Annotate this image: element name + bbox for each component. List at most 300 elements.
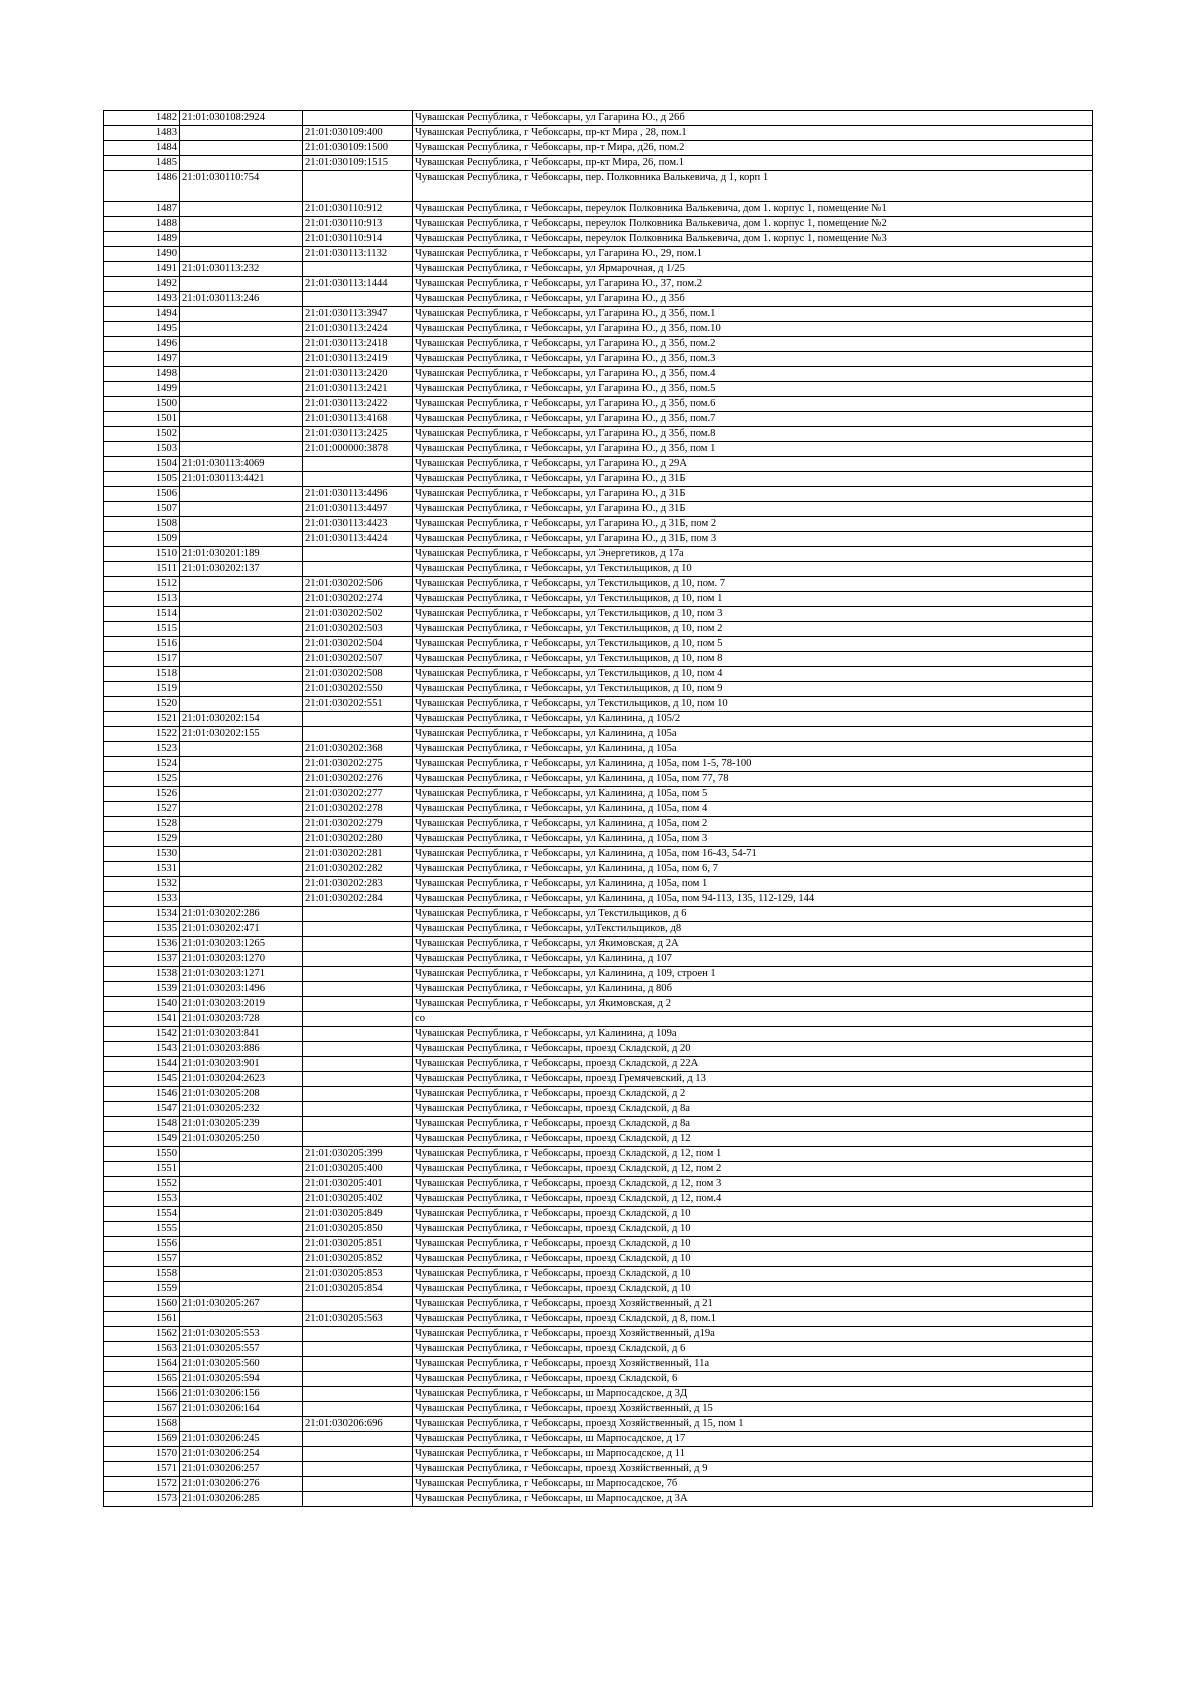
cell-row-number: 1500: [104, 397, 180, 412]
table-row: [104, 1072, 1093, 1087]
cell-land-cadastral-number: 21:01:030206:164: [180, 1402, 303, 1417]
cell-row-number: 1554: [104, 1207, 180, 1222]
cell-land-cadastral-number: [180, 1192, 303, 1207]
table-row: [104, 772, 1093, 787]
table-row: [104, 277, 1093, 292]
cell-premises-cadastral-number: [303, 1057, 413, 1072]
cell-address: Чувашская Республика, г Чебоксары, ул Якимовская, д 2: [413, 997, 1093, 1012]
cell-land-cadastral-number: [180, 1207, 303, 1222]
table-row: [104, 622, 1093, 637]
cell-row-number: 1488: [104, 217, 180, 232]
cell-land-cadastral-number: 21:01:030205:560: [180, 1357, 303, 1372]
table-row: [104, 532, 1093, 547]
table-row: [104, 202, 1093, 217]
table-row: [104, 502, 1093, 517]
cell-premises-cadastral-number: 21:01:000000:3878: [303, 442, 413, 457]
cell-address: Чувашская Республика, г Чебоксары, ул Калинина, д 105а, пом 16-43, 54-71: [413, 847, 1093, 862]
table-row: [104, 592, 1093, 607]
cell-premises-cadastral-number: 21:01:030202:503: [303, 622, 413, 637]
cell-premises-cadastral-number: 21:01:030202:506: [303, 577, 413, 592]
cell-land-cadastral-number: 21:01:030205:557: [180, 1342, 303, 1357]
cell-land-cadastral-number: [180, 307, 303, 322]
cell-land-cadastral-number: 21:01:030113:4069: [180, 457, 303, 472]
cell-premises-cadastral-number: [303, 1372, 413, 1387]
cell-address: Чувашская Республика, г Чебоксары, ул Гагарина Ю., д 26б: [413, 111, 1093, 126]
cell-land-cadastral-number: [180, 892, 303, 907]
cell-row-number: 1551: [104, 1162, 180, 1177]
cell-land-cadastral-number: [180, 1162, 303, 1177]
cell-premises-cadastral-number: 21:01:030202:276: [303, 772, 413, 787]
cell-land-cadastral-number: [180, 382, 303, 397]
cell-premises-cadastral-number: 21:01:030109:1500: [303, 141, 413, 156]
cell-land-cadastral-number: [180, 1312, 303, 1327]
cell-row-number: 1537: [104, 952, 180, 967]
cell-address: Чувашская Республика, г Чебоксары, ул Текстильщиков, д 10, пом 2: [413, 622, 1093, 637]
cell-premises-cadastral-number: 21:01:030202:551: [303, 697, 413, 712]
cell-land-cadastral-number: [180, 622, 303, 637]
cell-row-number: 1550: [104, 1147, 180, 1162]
table-row: [104, 457, 1093, 472]
table-row: [104, 232, 1093, 247]
cell-premises-cadastral-number: [303, 1342, 413, 1357]
cell-premises-cadastral-number: [303, 997, 413, 1012]
cell-row-number: 1547: [104, 1102, 180, 1117]
cell-premises-cadastral-number: 21:01:030205:400: [303, 1162, 413, 1177]
cell-premises-cadastral-number: [303, 1327, 413, 1342]
table-row: [104, 217, 1093, 232]
cell-premises-cadastral-number: 21:01:030202:368: [303, 742, 413, 757]
table-row: [104, 1267, 1093, 1282]
cell-address: Чувашская Республика, г Чебоксары, ш Марпосадское, д 3А: [413, 1492, 1093, 1507]
cell-row-number: 1559: [104, 1282, 180, 1297]
table-row: [104, 982, 1093, 997]
cell-row-number: 1552: [104, 1177, 180, 1192]
table-row: [104, 1312, 1093, 1327]
cell-address: Чувашская Республика, г Чебоксары, пр-т Мира, д26, пом.2: [413, 141, 1093, 156]
cell-row-number: 1548: [104, 1117, 180, 1132]
cell-premises-cadastral-number: 21:01:030205:563: [303, 1312, 413, 1327]
cell-row-number: 1532: [104, 877, 180, 892]
cell-premises-cadastral-number: 21:01:030202:283: [303, 877, 413, 892]
cell-land-cadastral-number: [180, 757, 303, 772]
cell-premises-cadastral-number: 21:01:030113:4497: [303, 502, 413, 517]
cell-premises-cadastral-number: 21:01:030202:507: [303, 652, 413, 667]
table-row: [104, 1207, 1093, 1222]
cell-land-cadastral-number: [180, 877, 303, 892]
cell-row-number: 1545: [104, 1072, 180, 1087]
cell-land-cadastral-number: 21:01:030203:1265: [180, 937, 303, 952]
cell-row-number: 1572: [104, 1477, 180, 1492]
cell-address: Чувашская Республика, г Чебоксары, проезд Хозяйственный, 11а: [413, 1357, 1093, 1372]
cell-premises-cadastral-number: 21:01:030202:502: [303, 607, 413, 622]
cell-address: Чувашская Республика, г Чебоксары, проезд Складской, д 12, пом 3: [413, 1177, 1093, 1192]
table-row: [104, 907, 1093, 922]
cell-premises-cadastral-number: [303, 1072, 413, 1087]
cell-row-number: 1540: [104, 997, 180, 1012]
table-row: [104, 1057, 1093, 1072]
cell-address: Чувашская Республика, г Чебоксары, ул Калинина, д 105а, пом 3: [413, 832, 1093, 847]
table-row: [104, 1432, 1093, 1447]
table-row: [104, 577, 1093, 592]
cell-row-number: 1534: [104, 907, 180, 922]
cell-land-cadastral-number: [180, 682, 303, 697]
cell-address: Чувашская Республика, г Чебоксары, ул Гагарина Ю., 37, пом.2: [413, 277, 1093, 292]
cell-row-number: 1512: [104, 577, 180, 592]
cell-land-cadastral-number: 21:01:030203:841: [180, 1027, 303, 1042]
cell-land-cadastral-number: [180, 517, 303, 532]
cell-address: Чувашская Республика, г Чебоксары, ул Гагарина Ю., д 35б, пом.7: [413, 412, 1093, 427]
cell-land-cadastral-number: [180, 141, 303, 156]
cell-land-cadastral-number: 21:01:030203:1496: [180, 982, 303, 997]
table-row: [104, 1237, 1093, 1252]
cell-premises-cadastral-number: [303, 1477, 413, 1492]
table-row: [104, 126, 1093, 141]
table-row: [104, 1192, 1093, 1207]
cell-row-number: 1530: [104, 847, 180, 862]
cell-address: Чувашская Республика, г Чебоксары, ул Гагарина Ю., д 35б, пом.1: [413, 307, 1093, 322]
cell-land-cadastral-number: 21:01:030113:246: [180, 292, 303, 307]
cell-address: Чувашская Республика, г Чебоксары, ул Текстильщиков, д 10, пом 4: [413, 667, 1093, 682]
table-row: [104, 111, 1093, 126]
cell-land-cadastral-number: [180, 637, 303, 652]
cell-land-cadastral-number: 21:01:030204:2623: [180, 1072, 303, 1087]
cell-row-number: 1513: [104, 592, 180, 607]
cell-row-number: 1511: [104, 562, 180, 577]
cell-land-cadastral-number: [180, 322, 303, 337]
cell-row-number: 1560: [104, 1297, 180, 1312]
cell-premises-cadastral-number: 21:01:030202:284: [303, 892, 413, 907]
cell-address: Чувашская Республика, г Чебоксары, ул Якимовская, д 2А: [413, 937, 1093, 952]
cell-address: Чувашская Республика, г Чебоксары, переулок Полковника Валькевича, дом 1. корпус 1, помещение №3: [413, 232, 1093, 247]
cell-land-cadastral-number: [180, 502, 303, 517]
cell-row-number: 1521: [104, 712, 180, 727]
cell-land-cadastral-number: [180, 532, 303, 547]
table-row: [104, 427, 1093, 442]
table-row: [104, 412, 1093, 427]
cell-land-cadastral-number: [180, 397, 303, 412]
cell-row-number: 1522: [104, 727, 180, 742]
table-row: [104, 802, 1093, 817]
cell-land-cadastral-number: 21:01:030206:254: [180, 1447, 303, 1462]
cell-premises-cadastral-number: 21:01:030113:1444: [303, 277, 413, 292]
table-row: [104, 397, 1093, 412]
table-row: [104, 712, 1093, 727]
table-row: [104, 1387, 1093, 1402]
cell-premises-cadastral-number: 21:01:030202:274: [303, 592, 413, 607]
cell-land-cadastral-number: [180, 232, 303, 247]
cell-land-cadastral-number: 21:01:030205:232: [180, 1102, 303, 1117]
cell-land-cadastral-number: [180, 352, 303, 367]
cell-address: Чувашская Республика, г Чебоксары, ул Калинина, д 105а: [413, 727, 1093, 742]
cell-row-number: 1484: [104, 141, 180, 156]
cell-premises-cadastral-number: [303, 292, 413, 307]
cell-row-number: 1563: [104, 1342, 180, 1357]
cell-premises-cadastral-number: 21:01:030205:852: [303, 1252, 413, 1267]
cell-land-cadastral-number: [180, 442, 303, 457]
table-row: [104, 517, 1093, 532]
cell-row-number: 1525: [104, 772, 180, 787]
table-body: [104, 111, 1093, 1507]
table-row: [104, 141, 1093, 156]
table-row: [104, 952, 1093, 967]
cell-address: Чувашская Республика, г Чебоксары, пр-кт Мира , 28, пом.1: [413, 126, 1093, 141]
table-row: [104, 307, 1093, 322]
cell-land-cadastral-number: 21:01:030202:155: [180, 727, 303, 742]
table-row: [104, 337, 1093, 352]
cell-address: Чувашская Республика, г Чебоксары, ш Марпосадское, д 3Д: [413, 1387, 1093, 1402]
cell-row-number: 1501: [104, 412, 180, 427]
table-row: [104, 682, 1093, 697]
cell-premises-cadastral-number: 21:01:030202:281: [303, 847, 413, 862]
cell-land-cadastral-number: 21:01:030205:267: [180, 1297, 303, 1312]
cell-premises-cadastral-number: 21:01:030113:2419: [303, 352, 413, 367]
cell-land-cadastral-number: 21:01:030205:208: [180, 1087, 303, 1102]
cell-address: Чувашская Республика, г Чебоксары, проезд Хозяйственный, д 9: [413, 1462, 1093, 1477]
cell-land-cadastral-number: [180, 817, 303, 832]
table-row: [104, 697, 1093, 712]
cell-premises-cadastral-number: 21:01:030205:851: [303, 1237, 413, 1252]
cell-row-number: 1533: [104, 892, 180, 907]
cell-premises-cadastral-number: [303, 547, 413, 562]
cell-land-cadastral-number: [180, 577, 303, 592]
cell-address: Чувашская Республика, г Чебоксары, ул Гагарина Ю., д 29А: [413, 457, 1093, 472]
cell-land-cadastral-number: 21:01:030205:250: [180, 1132, 303, 1147]
cell-address: Чувашская Республика, г Чебоксары, переулок Полковника Валькевича, дом 1. корпус 1, помещение №1: [413, 202, 1093, 217]
cell-land-cadastral-number: 21:01:030205:594: [180, 1372, 303, 1387]
cell-row-number: 1571: [104, 1462, 180, 1477]
cell-premises-cadastral-number: 21:01:030205:401: [303, 1177, 413, 1192]
cell-land-cadastral-number: 21:01:030203:886: [180, 1042, 303, 1057]
cell-land-cadastral-number: [180, 337, 303, 352]
cell-address: Чувашская Республика, г Чебоксары, ул Гагарина Ю., д 31Б, пом 2: [413, 517, 1093, 532]
cell-address: Чувашская Республика, г Чебоксары, ул Калинина, д 105а, пом 4: [413, 802, 1093, 817]
cell-land-cadastral-number: [180, 487, 303, 502]
cell-address: Чувашская Республика, г Чебоксары, ш Марпосадское, 7б: [413, 1477, 1093, 1492]
cell-address: Чувашская Республика, г Чебоксары, ш Марпосадское, д 17: [413, 1432, 1093, 1447]
cell-premises-cadastral-number: [303, 952, 413, 967]
cell-row-number: 1558: [104, 1267, 180, 1282]
cell-address: Чувашская Республика, г Чебоксары, ул Гагарина Ю., д 31Б: [413, 487, 1093, 502]
cell-address: Чувашская Республика, г Чебоксары, ул Текстильщиков, д 10, пом 9: [413, 682, 1093, 697]
cell-land-cadastral-number: [180, 1267, 303, 1282]
table-row: [104, 1327, 1093, 1342]
table-row: [104, 727, 1093, 742]
cell-row-number: 1565: [104, 1372, 180, 1387]
cell-row-number: 1528: [104, 817, 180, 832]
cell-address: Чувашская Республика, г Чебоксары, ул Гагарина Ю., д 35б, пом.5: [413, 382, 1093, 397]
cell-row-number: 1493: [104, 292, 180, 307]
cell-land-cadastral-number: [180, 277, 303, 292]
cell-address: Чувашская Республика, г Чебоксары, ул Гагарина Ю., д 35б, пом.8: [413, 427, 1093, 442]
cell-row-number: 1569: [104, 1432, 180, 1447]
cell-premises-cadastral-number: [303, 1102, 413, 1117]
cell-address: Чувашская Республика, г Чебоксары, ул Калинина, д 105а: [413, 742, 1093, 757]
cell-address: Чувашская Республика, г Чебоксары, ул Текстильщиков, д 10, пом 5: [413, 637, 1093, 652]
cell-premises-cadastral-number: 21:01:030113:2421: [303, 382, 413, 397]
cell-address: Чувашская Республика, г Чебоксары, ул Калинина, д 80б: [413, 982, 1093, 997]
cell-row-number: 1503: [104, 442, 180, 457]
cell-address: Чувашская Республика, г Чебоксары, проезд Складской, д 20: [413, 1042, 1093, 1057]
table-row: [104, 1162, 1093, 1177]
cell-premises-cadastral-number: [303, 1432, 413, 1447]
cell-premises-cadastral-number: 21:01:030113:2420: [303, 367, 413, 382]
table-row: [104, 1012, 1093, 1027]
table-row: [104, 562, 1093, 577]
cell-address: Чувашская Республика, г Чебоксары, ул Гагарина Ю., 29, пом.1: [413, 247, 1093, 262]
table-row: [104, 667, 1093, 682]
table-row: [104, 352, 1093, 367]
cell-address: Чувашская Республика, г Чебоксары, ул Гагарина Ю., д 35б, пом.3: [413, 352, 1093, 367]
cell-row-number: 1483: [104, 126, 180, 141]
cell-land-cadastral-number: 21:01:030203:1271: [180, 967, 303, 982]
cell-address: Чувашская Республика, г Чебоксары, ул Калинина, д 109, строен 1: [413, 967, 1093, 982]
cell-premises-cadastral-number: [303, 1447, 413, 1462]
cell-land-cadastral-number: 21:01:030202:471: [180, 922, 303, 937]
table-row: [104, 1087, 1093, 1102]
cell-premises-cadastral-number: [303, 1357, 413, 1372]
cell-address: Чувашская Республика, г Чебоксары, ул Калинина, д 105а, пом 1-5, 78-100: [413, 757, 1093, 772]
cell-premises-cadastral-number: [303, 937, 413, 952]
cell-land-cadastral-number: 21:01:030110:754: [180, 171, 303, 202]
cell-premises-cadastral-number: 21:01:030113:4424: [303, 532, 413, 547]
cell-premises-cadastral-number: [303, 1027, 413, 1042]
cell-premises-cadastral-number: [303, 171, 413, 202]
cell-premises-cadastral-number: [303, 727, 413, 742]
cell-land-cadastral-number: [180, 607, 303, 622]
table-row: [104, 292, 1093, 307]
table-row: [104, 1447, 1093, 1462]
cell-land-cadastral-number: [180, 1252, 303, 1267]
cell-land-cadastral-number: [180, 1222, 303, 1237]
cell-address: со: [413, 1012, 1093, 1027]
cell-row-number: 1482: [104, 111, 180, 126]
cell-premises-cadastral-number: 21:01:030113:1132: [303, 247, 413, 262]
cell-row-number: 1517: [104, 652, 180, 667]
cell-land-cadastral-number: [180, 247, 303, 262]
cell-row-number: 1510: [104, 547, 180, 562]
cell-premises-cadastral-number: 21:01:030113:4168: [303, 412, 413, 427]
cell-row-number: 1553: [104, 1192, 180, 1207]
cell-row-number: 1524: [104, 757, 180, 772]
cell-row-number: 1531: [104, 862, 180, 877]
cell-land-cadastral-number: 21:01:030113:4421: [180, 472, 303, 487]
table-row: [104, 817, 1093, 832]
cell-premises-cadastral-number: 21:01:030205:402: [303, 1192, 413, 1207]
cell-address: Чувашская Республика, г Чебоксары, проезд Складской, д 10: [413, 1222, 1093, 1237]
cell-address: Чувашская Республика, г Чебоксары, проезд Складской, д 22А: [413, 1057, 1093, 1072]
cell-land-cadastral-number: [180, 1147, 303, 1162]
cell-land-cadastral-number: [180, 802, 303, 817]
cell-land-cadastral-number: [180, 1177, 303, 1192]
cell-premises-cadastral-number: [303, 907, 413, 922]
table-row: [104, 1252, 1093, 1267]
cell-address: Чувашская Республика, г Чебоксары, ул Энергетиков, д 17а: [413, 547, 1093, 562]
cell-address: Чувашская Республика, г Чебоксары, проезд Складской, д 10: [413, 1252, 1093, 1267]
cell-premises-cadastral-number: 21:01:030202:508: [303, 667, 413, 682]
cell-land-cadastral-number: 21:01:030203:901: [180, 1057, 303, 1072]
cell-row-number: 1505: [104, 472, 180, 487]
cell-land-cadastral-number: [180, 862, 303, 877]
table-row: [104, 1417, 1093, 1432]
table-row: [104, 1102, 1093, 1117]
cell-land-cadastral-number: [180, 652, 303, 667]
table-row: [104, 442, 1093, 457]
table-row: [104, 607, 1093, 622]
table-row: [104, 922, 1093, 937]
cell-premises-cadastral-number: [303, 1462, 413, 1477]
cell-row-number: 1529: [104, 832, 180, 847]
cell-address: Чувашская Республика, г Чебоксары, ул Калинина, д 105а, пом 6, 7: [413, 862, 1093, 877]
cell-land-cadastral-number: 21:01:030202:286: [180, 907, 303, 922]
cell-address: Чувашская Республика, г Чебоксары, ул Текстильщиков, д 10, пом 10: [413, 697, 1093, 712]
cell-land-cadastral-number: [180, 697, 303, 712]
cell-address: Чувашская Республика, г Чебоксары, проезд Складской, д 10: [413, 1267, 1093, 1282]
cell-land-cadastral-number: 21:01:030201:189: [180, 547, 303, 562]
cell-land-cadastral-number: 21:01:030206:257: [180, 1462, 303, 1477]
cell-row-number: 1557: [104, 1252, 180, 1267]
cell-premises-cadastral-number: 21:01:030110:913: [303, 217, 413, 232]
cell-land-cadastral-number: [180, 592, 303, 607]
cell-address: Чувашская Республика, г Чебоксары, ул Текстильщиков, д 10: [413, 562, 1093, 577]
cell-premises-cadastral-number: 21:01:030113:2418: [303, 337, 413, 352]
cell-address: Чувашская Республика, г Чебоксары, ул Калинина, д 105а, пом 1: [413, 877, 1093, 892]
table-row: [104, 171, 1093, 202]
cell-premises-cadastral-number: 21:01:030205:850: [303, 1222, 413, 1237]
cell-row-number: 1570: [104, 1447, 180, 1462]
cell-address: Чувашская Республика, г Чебоксары, ул Калинина, д 105а, пом 5: [413, 787, 1093, 802]
cell-address: Чувашская Республика, г Чебоксары, проезд Складской, д 12, пом 2: [413, 1162, 1093, 1177]
cell-land-cadastral-number: [180, 217, 303, 232]
cell-row-number: 1546: [104, 1087, 180, 1102]
cell-land-cadastral-number: [180, 1417, 303, 1432]
cell-premises-cadastral-number: [303, 922, 413, 937]
cell-address: Чувашская Республика, г Чебоксары, проезд Складской, д 12, пом.4: [413, 1192, 1093, 1207]
table-row: [104, 1357, 1093, 1372]
cell-row-number: 1556: [104, 1237, 180, 1252]
cell-premises-cadastral-number: [303, 1387, 413, 1402]
cell-land-cadastral-number: 21:01:030202:137: [180, 562, 303, 577]
cell-address: Чувашская Республика, г Чебоксары, проезд Складской, д 12, пом 1: [413, 1147, 1093, 1162]
cell-row-number: 1573: [104, 1492, 180, 1507]
cell-row-number: 1562: [104, 1327, 180, 1342]
cell-premises-cadastral-number: [303, 472, 413, 487]
table-row: [104, 1342, 1093, 1357]
cell-address: Чувашская Республика, г Чебоксары, ул Калинина, д 105а, пом 2: [413, 817, 1093, 832]
cell-address: Чувашская Республика, г Чебоксары, ул Текстильщиков, д 10, пом 1: [413, 592, 1093, 607]
cell-row-number: 1526: [104, 787, 180, 802]
table-row: [104, 262, 1093, 277]
cell-address: Чувашская Республика, г Чебоксары, ул Гагарина Ю., д 35б, пом.10: [413, 322, 1093, 337]
table-row: [104, 472, 1093, 487]
cell-address: Чувашская Республика, г Чебоксары, проезд Хозяйственный, д 21: [413, 1297, 1093, 1312]
cell-land-cadastral-number: [180, 427, 303, 442]
cell-row-number: 1509: [104, 532, 180, 547]
cell-row-number: 1543: [104, 1042, 180, 1057]
cell-row-number: 1538: [104, 967, 180, 982]
cell-address: Чувашская Республика, г Чебоксары, ул Ярмарочная, д 1/25: [413, 262, 1093, 277]
cell-address: Чувашская Республика, г Чебоксары, ул Гагарина Ю., д 35б, пом.6: [413, 397, 1093, 412]
cell-address: Чувашская Республика, г Чебоксары, ул Гагарина Ю., д 31Б: [413, 502, 1093, 517]
table-row: [104, 847, 1093, 862]
table-row: [104, 322, 1093, 337]
cell-land-cadastral-number: [180, 832, 303, 847]
cell-row-number: 1485: [104, 156, 180, 171]
table-row: [104, 1147, 1093, 1162]
cell-address: Чувашская Республика, г Чебоксары, проезд Складской, 6: [413, 1372, 1093, 1387]
cell-premises-cadastral-number: [303, 712, 413, 727]
cell-premises-cadastral-number: [303, 982, 413, 997]
cell-row-number: 1508: [104, 517, 180, 532]
